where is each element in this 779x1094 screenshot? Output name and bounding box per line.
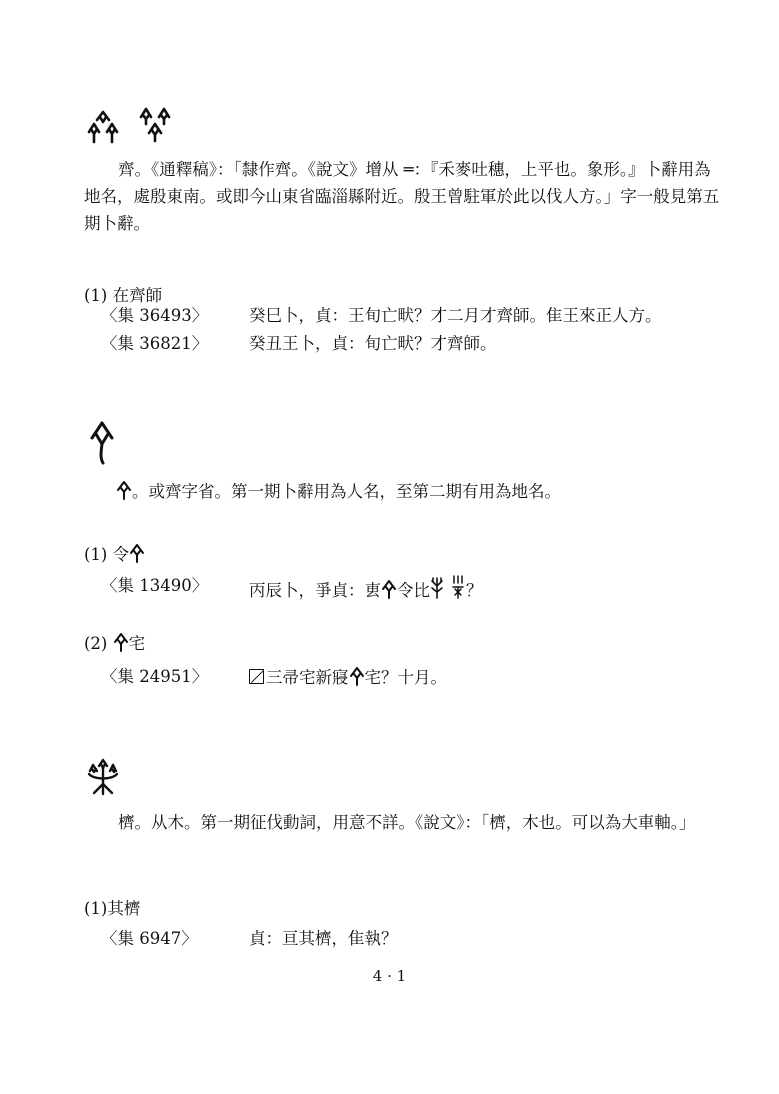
section3-paragraph: 櫅。从木。第一期征伐動詞，用意不詳。《說文》：「櫅，木也。可以為大車軸。」	[118, 813, 696, 832]
section2-paragraph-text: 。或齊字省。第一期卜辭用為人名，至第二期有用為地名。	[132, 482, 561, 501]
inline-qi-glyph-icon	[116, 480, 132, 508]
oracle-glyph-icon	[430, 577, 444, 605]
section1-example-heading: (1) 在齊師	[84, 286, 163, 305]
page-number: 4 · 1	[372, 967, 407, 985]
heading-2-suffix: 宅	[128, 634, 146, 653]
ref-24951: 〈集 24951〉	[101, 667, 209, 686]
inline-qi-glyph-icon	[129, 543, 145, 569]
ref-36493: 〈集 36493〉	[101, 306, 209, 325]
heading-1-text: (1) 令	[84, 545, 130, 564]
inline-qi-glyph-icon	[381, 579, 397, 605]
inline-qi-glyph-icon	[349, 666, 365, 692]
ref-36821: 〈集 36821〉	[101, 334, 209, 353]
section3-heading: (1)其櫅	[84, 899, 141, 918]
example-24951	[249, 666, 447, 692]
inline-qi-glyph-icon	[113, 632, 129, 658]
ex2-part-a: 三帚宅新寢	[266, 668, 349, 687]
ex1-part-c: ？	[466, 581, 483, 600]
section2-heading-1	[84, 543, 145, 569]
ex1-part-b: 令比	[397, 581, 430, 600]
oracle-glyph-qi-1	[86, 110, 120, 146]
oracle-glyph-ji-tree	[86, 756, 120, 796]
oracle-glyph-qi-2	[138, 106, 172, 144]
section1-paragraph: 齊。《通釋稿》：「隸作齊。《說文》增从 ═：『禾麥吐穗，上平也。象形。』卜辭用為地名，處殷東南。或即今山東省臨淄縣附近。殷王曾駐軍於此以伐人方。」字一般見第五期卜辭。	[84, 160, 720, 233]
section2-heading-2	[84, 632, 145, 658]
heading-2-prefix: (2)	[84, 634, 113, 653]
example-36821: 癸丑王卜，貞：旬亡畎？才齊師。	[249, 334, 497, 353]
ref-13490: 〈集 13490〉	[101, 576, 209, 595]
oracle-glyph-icon	[450, 575, 466, 605]
missing-character-box	[249, 669, 264, 684]
section2-paragraph	[116, 478, 736, 508]
example-6947: 貞：亘其櫅，隹執？	[249, 929, 398, 948]
ex2-part-b: 宅？十月。	[364, 668, 447, 687]
example-36493: 癸巳卜，貞：王旬亡畎？才二月才齊師。隹王來正人方。	[249, 306, 662, 325]
example-13490	[249, 575, 483, 605]
ref-6947: 〈集 6947〉	[101, 929, 198, 948]
oracle-glyph-qi-simplified	[88, 420, 116, 466]
ex1-part-a: 丙辰卜，爭貞：叀	[249, 581, 381, 600]
